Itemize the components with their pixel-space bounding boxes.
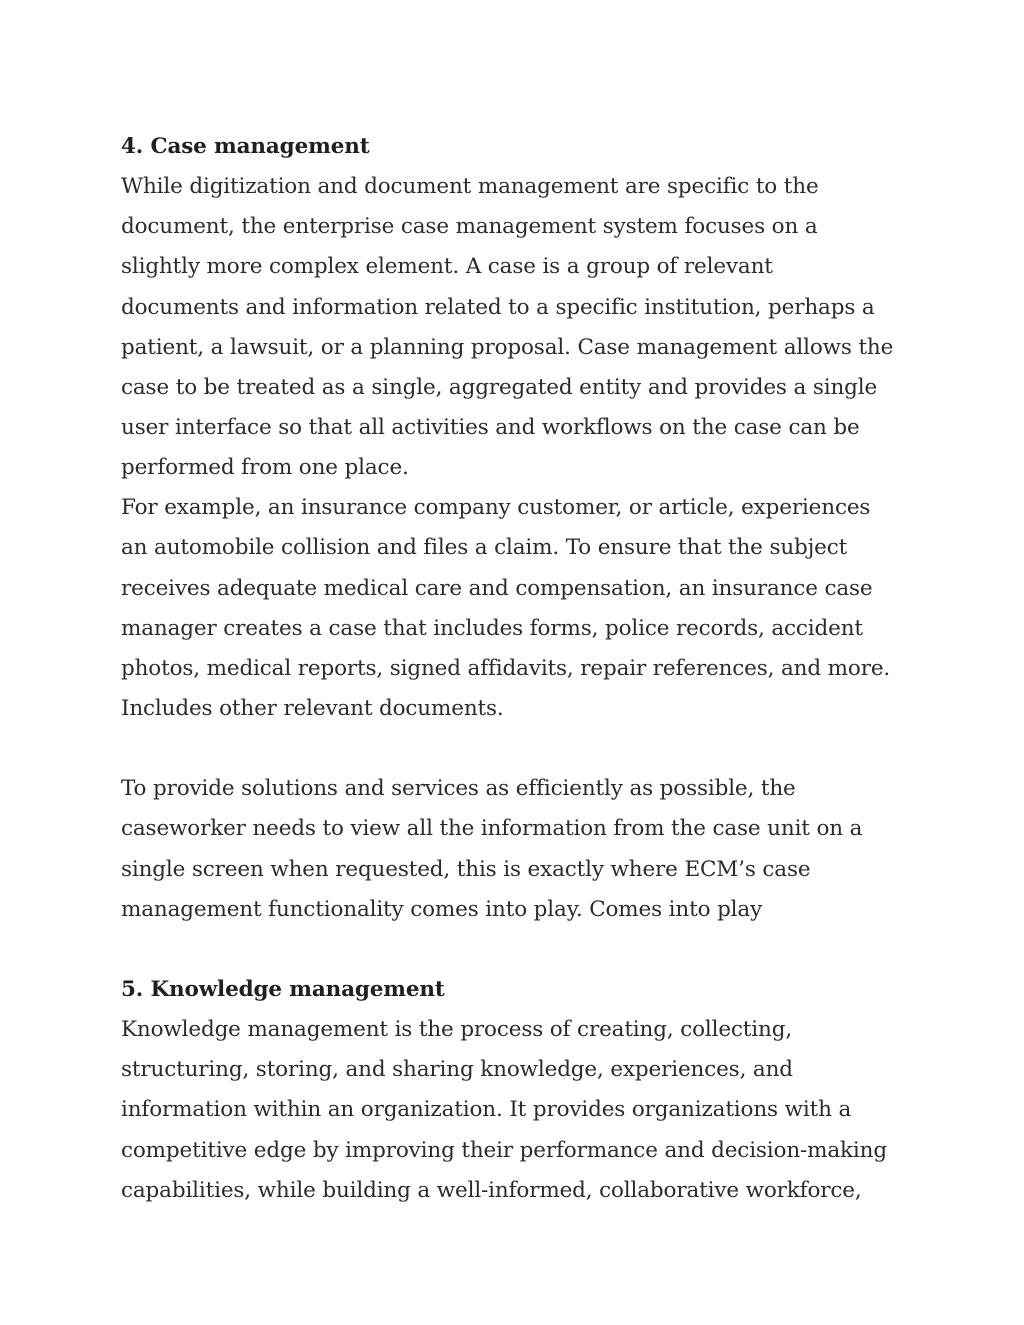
paragraph-knowledge-management-intro: [121, 1010, 911, 1211]
text-line: capabilities, while building a well-informed, collaborative workforce,: [121, 1177, 862, 1203]
section-heading-knowledge-management: 5. Knowledge management: [121, 976, 445, 1002]
text-line: caseworker needs to view all the information from the case unit on a: [121, 816, 863, 842]
text-line: documents and information related to a specific institution, perhaps a: [121, 294, 875, 320]
text-line: management functionality comes into play. Comes into play: [121, 896, 763, 922]
text-line: receives adequate medical care and compensation, an insurance case: [121, 575, 873, 601]
text-line: an automobile collision and files a claim. To ensure that the subject: [121, 535, 848, 561]
text-line: To provide solutions and services as efficiently as possible, the: [121, 776, 796, 802]
text-line: competitive edge by improving their performance and decision-making: [121, 1137, 887, 1163]
text-line: Knowledge management is the process of creating, collecting,: [121, 1017, 793, 1043]
text-line: patient, a lawsuit, or a planning proposal. Case management allows the: [121, 334, 894, 360]
paragraph-spacer: [121, 930, 911, 970]
text-line: information within an organization. It provides organizations with a: [121, 1097, 852, 1123]
text-line: Includes other relevant documents.: [121, 695, 504, 721]
paragraph-insurance-example: [121, 488, 911, 729]
text-line: structuring, storing, and sharing knowledge, experiences, and: [121, 1057, 793, 1083]
text-line: user interface so that all activities and workflows on the case can be: [121, 414, 860, 440]
text-line: For example, an insurance company customer, or article, experiences: [121, 495, 871, 521]
section-heading-case-management: 4. Case management: [121, 134, 370, 159]
text-line: case to be treated as a single, aggregated entity and provides a single: [121, 374, 878, 400]
text-line: manager creates a case that includes forms, police records, accident: [121, 615, 863, 641]
text-line: document, the enterprise case management system focuses on a: [121, 214, 818, 240]
paragraph-caseworker-view: [121, 769, 911, 930]
text-line: While digitization and document management are specific to the: [121, 174, 819, 200]
paragraph-case-management-intro: [121, 167, 911, 488]
text-line: slightly more complex element. A case is a group of relevant: [121, 254, 773, 280]
text-line: single screen when requested, this is exactly where ECM’s case: [121, 856, 811, 882]
paragraph-spacer: [121, 729, 911, 769]
text-line: photos, medical reports, signed affidavits, repair references, and more.: [121, 655, 891, 681]
text-line: performed from one place.: [121, 455, 409, 481]
document-page: [121, 127, 911, 1211]
